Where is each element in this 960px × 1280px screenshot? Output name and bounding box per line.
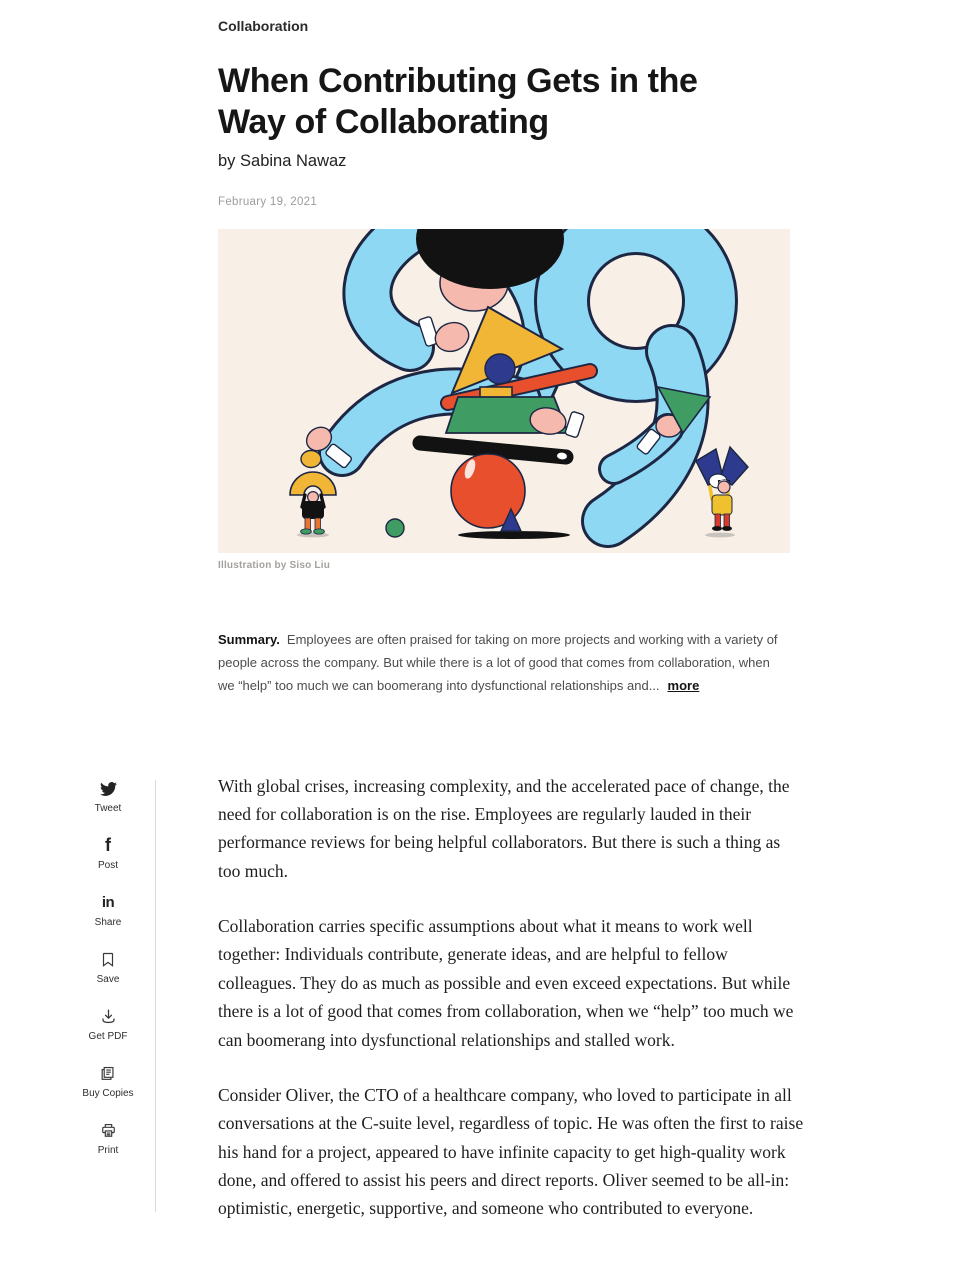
buy-copies-button[interactable] xyxy=(82,1063,133,1099)
get-pdf-button[interactable] xyxy=(89,1006,128,1042)
rail-divider xyxy=(155,780,156,1212)
post-label: Post xyxy=(97,860,118,871)
tweet-label: Tweet xyxy=(94,803,122,814)
save-button[interactable] xyxy=(97,949,120,985)
copies-icon xyxy=(99,1063,116,1083)
small-green-ball xyxy=(386,519,404,537)
article-content xyxy=(218,0,804,1250)
topic-link[interactable]: Collaboration xyxy=(218,18,309,34)
page-title: When Contributing Gets in the Way of Collaborating xyxy=(218,62,698,141)
byline[interactable]: by Sabina Nawaz xyxy=(218,151,347,170)
share-label: Share xyxy=(94,917,122,928)
download-icon xyxy=(100,1006,117,1026)
paragraph: Consider Oliver, the CTO of a healthcare company, who loved to participate in all conversations at the C-suite level, regardless of topic. He was often the first to raise his hand for a project, appeared to have infinite capacity to get high-quality work done, and offered to assist his peers and direct reports. Oliver seemed to be all-in: optimistic, energetic, supportive, and someone who contributed to everyone. xyxy=(218,1084,804,1219)
linkedin-share-button[interactable] xyxy=(95,892,122,928)
linkedin-icon: in xyxy=(101,893,115,911)
twitter-icon xyxy=(100,778,117,798)
get-pdf-label: Get PDF xyxy=(88,1031,128,1042)
paragraph: With global crises, increasing complexity, and the accelerated pace of change, the need for collaboration is on the rise. Employees are regularly lauded in their performance reviews for being helpful collaborators. But there is such a thing as too much. xyxy=(218,775,790,881)
illustration-credit: Illustration by Siso Liu xyxy=(218,559,331,571)
share-toolbar xyxy=(66,778,150,1177)
facebook-post-button[interactable] xyxy=(98,835,118,871)
buy-copies-label: Buy Copies xyxy=(82,1088,134,1099)
blue-ball xyxy=(485,354,515,384)
yellow-coin xyxy=(301,450,321,467)
paragraph: Collaboration carries specific assumptions about what it means to work well together: Individuals contribute, generate ideas, and are helpful to fellow colleagues. They do as much as possible and even exceed expectations. But while there is a lot of good that comes from collaboration, when we “help” too much we can boomerang into dysfunctional relationships and stalled work. xyxy=(218,916,794,1050)
ground-shadow xyxy=(458,531,570,539)
tweet-button[interactable] xyxy=(95,778,122,814)
print-button[interactable] xyxy=(98,1120,119,1156)
summary-text: Employees are often praised for taking on more projects and working with a variety of people across the company. But while there is a lot of good that comes from collaboration, when we “help” too much we can boomerang into dysfunctional relationships and... xyxy=(218,631,778,694)
bookmark-icon xyxy=(100,949,116,969)
print-label: Print xyxy=(97,1145,119,1156)
publish-date: February 19, 2021 xyxy=(218,195,318,208)
printer-icon xyxy=(100,1120,117,1140)
save-label: Save xyxy=(96,974,120,985)
summary-block xyxy=(218,628,790,698)
summary-more-link[interactable]: more xyxy=(667,678,700,694)
article-body xyxy=(218,772,804,1223)
hero-illustration xyxy=(218,229,790,553)
summary-label: Summary. xyxy=(218,631,280,647)
facebook-icon: f xyxy=(104,835,111,855)
